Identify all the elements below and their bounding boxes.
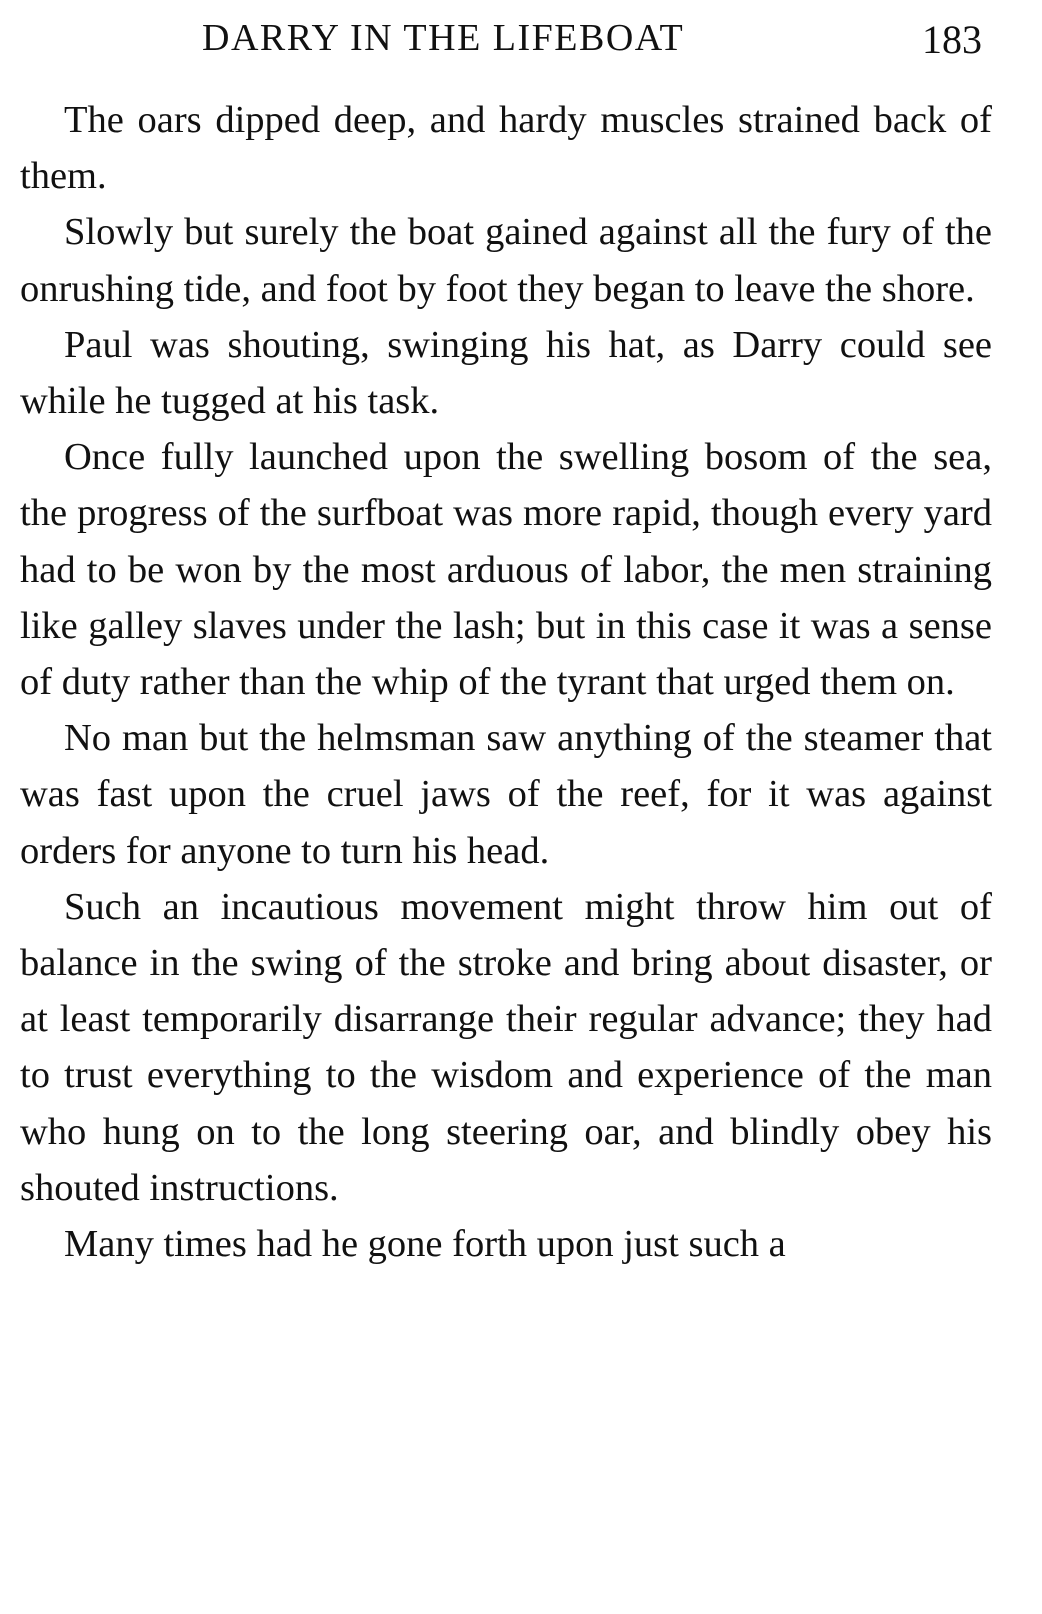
- paragraph: Once fully launched upon the swelling bosom of the sea, the progress of the surfboat was more rapid, though every yard had to be won by the most arduous of labor, the men straining like galley slaves under the lash; but in this case it was a sense of duty rather than the whip of the tyrant that urged them on.: [20, 436, 992, 704]
- paragraph: Slowly but surely the boat gained against all the fury of the onrushing tide, and foot by foot they began to leave the shore.: [20, 211, 992, 310]
- paragraph: Such an incautious movement might throw him out of balance in the swing of the stroke and bring about disaster, or at least temporarily disarrange their regular advance; they had to trust everything to the wisdom and experience of the man who hung on to the long steering oar, and blindly obey his shouted instructions.: [20, 885, 992, 1209]
- page-header: [0, 14, 1042, 66]
- paragraph: The oars dipped deep, and hardy muscles strained back of them.: [20, 99, 992, 198]
- body-text: [20, 92, 992, 1272]
- running-title: DARRY IN THE LIFEBOAT: [202, 17, 685, 59]
- paragraph: Paul was shouting, swinging his hat, as Darry could see while he tugged at his task.: [20, 323, 992, 423]
- page-number: 183: [922, 17, 982, 62]
- paragraph: Many times had he gone forth upon just such a: [64, 1223, 786, 1266]
- paragraph: No man but the helmsman saw anything of the steamer that was fast upon the cruel jaws of the reef, for it was against orders for anyone to turn his head.: [20, 717, 992, 872]
